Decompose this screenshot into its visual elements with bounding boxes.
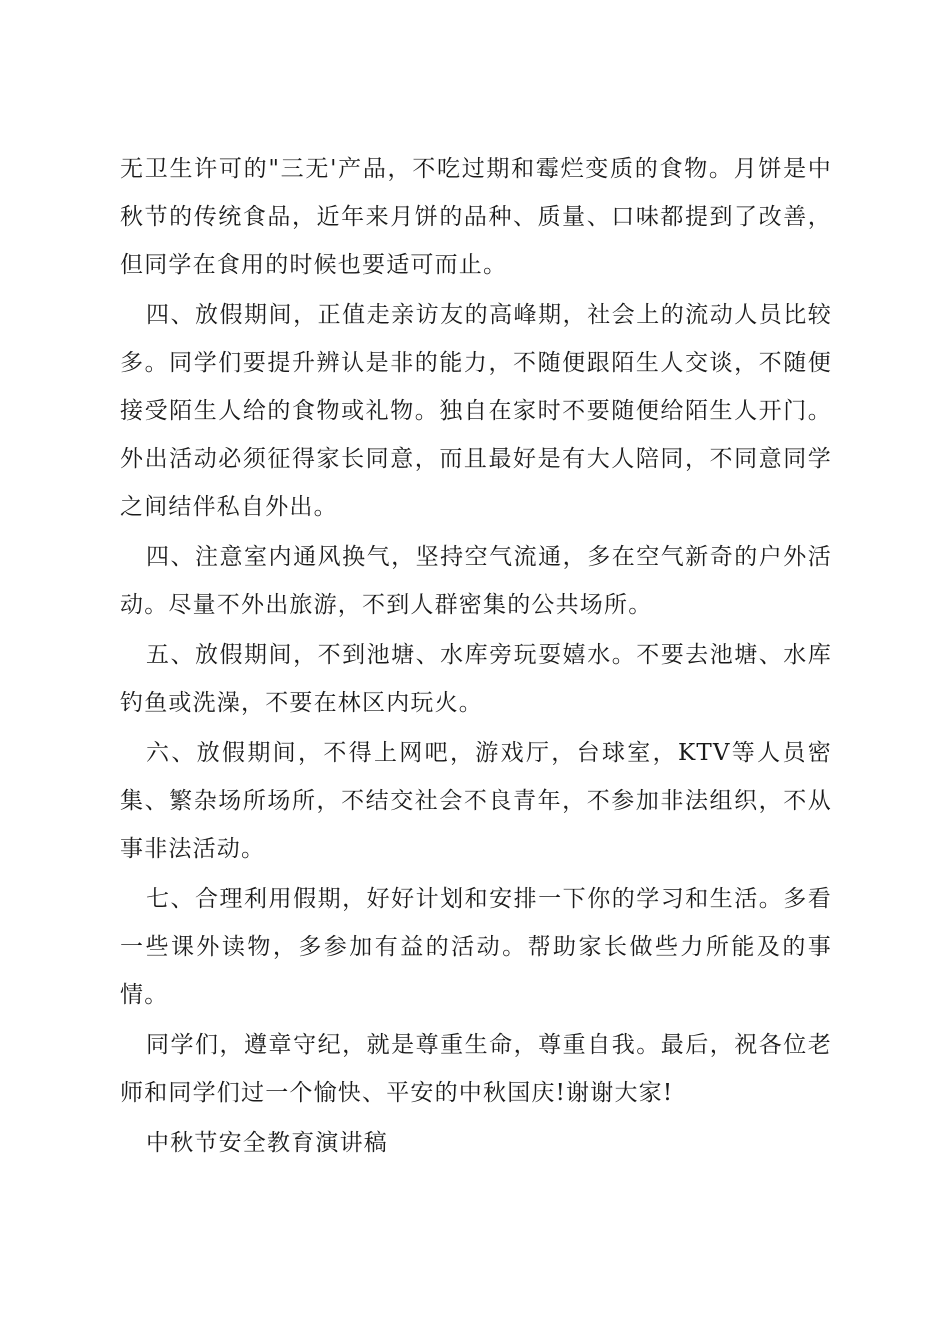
paragraph-item-6-venues: 六、放假期间，不得上网吧，游戏厅，台球室，KTV等人员密集、繁杂场所场所，不结交社会不良青年，不参加非法组织，不从事非法活动。 <box>120 740 832 862</box>
paragraph-continued: 无卫生许可的"三无'产品，不吃过期和霉烂变质的食物。月饼是中秋节的传统食品，近年来月饼的品种、质量、口味都提到了改善，但同学在食用的时候也要适可而止。 <box>120 156 832 278</box>
paragraph-item-5-water: 五、放假期间，不到池塘、水库旁玩耍嬉水。不要去池塘、水库钓鱼或洗澡，不要在林区内玩火。 <box>120 642 832 716</box>
paragraph-closing: 同学们，遵章守纪，就是尊重生命，尊重自我。最后，祝各位老师和同学们过一个愉快、平安的中秋国庆!谢谢大家! <box>120 1032 832 1106</box>
next-section-title: 中秋节安全教育演讲稿 <box>146 1130 388 1156</box>
paragraph-item-7-holiday: 七、合理利用假期，好好计划和安排一下你的学习和生活。多看一些课外读物，多参加有益的活动。帮助家长做些力所能及的事情。 <box>120 886 832 1008</box>
paragraph-item-4-ventilation: 四、注意室内通风换气，坚持空气流通，多在空气新奇的户外活动。尽量不外出旅游，不到人群密集的公共场所。 <box>120 544 832 618</box>
paragraph-item-4-strangers: 四、放假期间，正值走亲访友的高峰期，社会上的流动人员比较多。同学们要提升辨认是非的能力，不随便跟陌生人交谈，不随便接受陌生人给的食物或礼物。独自在家时不要随便给陌生人开门。外出活动必须征得家长同意，而且最好是有大人陪同，不同意同学之间结伴私自外出。 <box>120 302 832 520</box>
document-body <box>120 145 832 1169</box>
